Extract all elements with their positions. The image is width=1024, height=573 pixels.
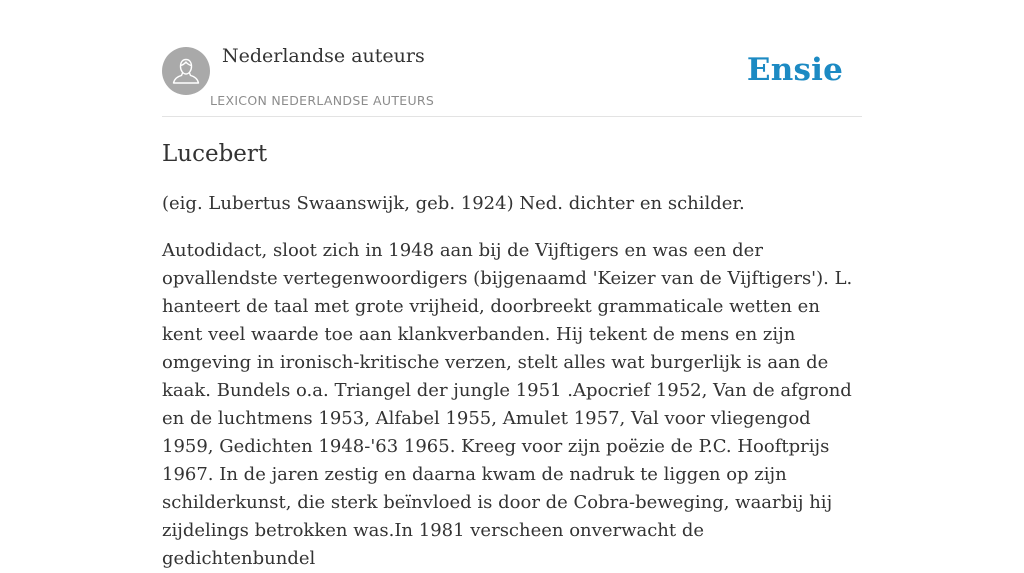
source-subtitle: LEXICON NEDERLANDSE AUTEURS bbox=[210, 93, 435, 108]
article-title: Lucebert bbox=[162, 141, 268, 167]
source-header bbox=[162, 0, 862, 117]
source-title-link[interactable]: Nederlandse auteurs bbox=[222, 45, 425, 67]
article bbox=[162, 138, 862, 573]
article-body: Autodidact, sloot zich in 1948 aan bij de Vijftigers en was een der opvallendste vertegenwoordigers (bijgenaamd 'Keizer van de Vijftigers'). L. hanteert de taal met grote vrijheid, doorbreekt grammaticale wetten en kent veel waarde toe aan klankverbanden. Hij tekent de mens en zijn omgeving in ironisch-kritische verzen, stelt alles wat burgerlijk is aan de kaak. Bundels o.a. Triangel der jungle 1951 .Apocrief 1952, Van de afgrond en de luchtmens 1953, Alfabel 1955, Amulet 1957, Val voor vliegengod 1959, Gedichten 1948-'63 1965. Kreeg voor zijn poëzie de P.C. Hooftprijs 1967. In de jaren zestig en daarna kwam de nadruk te liggen op zijn schilderkunst, die sterk beïnvloed is door de Cobra-beweging, waarbij hij zijdelings betrokken was.In 1981 verscheen onverwacht de gedichtenbundel bbox=[162, 240, 853, 569]
ensie-logo-link[interactable]: Ensie bbox=[746, 52, 843, 88]
article-lead: (eig. Lubertus Swaanswijk, geb. 1924) Ned. dichter en schilder. bbox=[162, 193, 745, 214]
avatar[interactable] bbox=[162, 47, 210, 95]
user-icon bbox=[162, 47, 210, 95]
